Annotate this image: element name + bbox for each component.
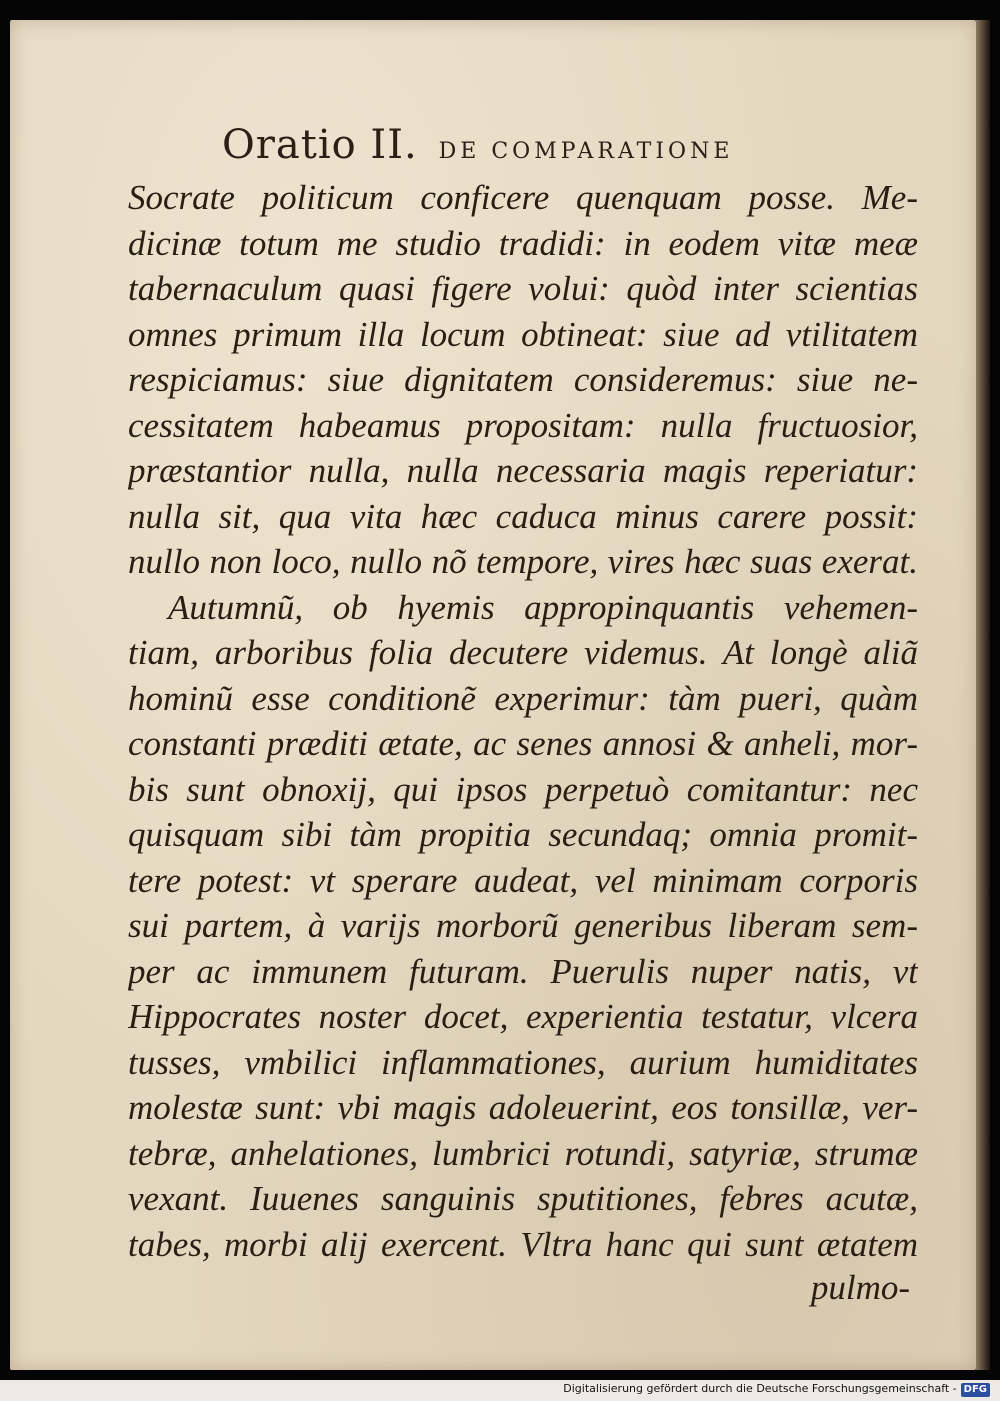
text-line: tabes, morbi alij exercent. Vltra hanc qui sunt ætatem [128,1224,918,1264]
text-line: nullo non loco, nullo nõ tempore, vires hæc suas exerat. [128,542,918,581]
text-line: quisquam sibi tàm propitia secundaq; omnia promit- [128,815,918,854]
footer-credit-text: Digitalisierung gefördert durch die Deutsche Forschungsgemeinschaft - [563,1382,957,1395]
text-line: præstantior nulla, nulla necessaria magis reperiatur: [128,451,918,490]
text-line: dicinæ totum me studio tradidi: in eodem vitæ meæ [128,223,918,263]
catchword: pulmo- [810,1268,910,1307]
text-line: Hippocrates noster docet, experientia testatur, vlcera [128,997,918,1036]
text-line: nulla sit, qua vita hæc caduca minus carere possit: [128,496,918,536]
text-line: tere potest: vt sperare audeat, vel minimam corporis [128,860,918,900]
header-title: DE COMPARATIONE [438,139,734,164]
text-line: Socrate politicum conficere quenquam posse. Me- [128,178,918,217]
running-header [222,122,842,172]
footer-credit [560,1382,990,1400]
text-line: cessitatem habeamus propositam: nulla fructuosior, [128,405,918,445]
text-line: omnes primum illa locum obtineat: siue ad vtilitatem [128,314,918,354]
text-line: tusses, vmbilici inflammationes, aurium humiditates [128,1042,918,1082]
text-line: tebræ, anhelationes, lumbrici rotundi, satyriæ, strumæ [128,1133,918,1173]
dfg-logo-icon: DFG [961,1383,990,1397]
text-line: molestæ sunt: vbi magis adoleuerint, eos tonsillæ, ver- [128,1088,918,1127]
text-line: constanti præditi ætate, ac senes annosi & anheli, mor- [128,724,918,763]
page-edge [976,20,990,1370]
text-line: Autumnũ, ob hyemis appropinquantis vehemen- [168,587,918,627]
body-text [128,175,918,1267]
text-line: bis sunt obnoxij, qui ipsos perpetuò comitantur: nec [128,769,918,809]
text-line: sui partem, à varijs morborũ generibus liberam sem- [128,906,918,945]
header-prefix: Oratio II. [222,122,418,168]
text-line: tabernaculum quasi figere volui: quòd inter scientias [128,269,918,308]
text-line: per ac immunem futuram. Puerulis nuper natis, vt [128,951,918,991]
text-line: respiciamus: siue dignitatem consideremus: siue ne- [128,360,918,399]
text-line: vexant. Iuuenes sanguinis sputitiones, febres acutæ, [128,1179,918,1218]
text-line: hominũ esse conditionẽ experimur: tàm pueri, quàm [128,678,918,718]
text-line: tiam, arboribus folia decutere videmus. At longè aliã [128,633,918,672]
